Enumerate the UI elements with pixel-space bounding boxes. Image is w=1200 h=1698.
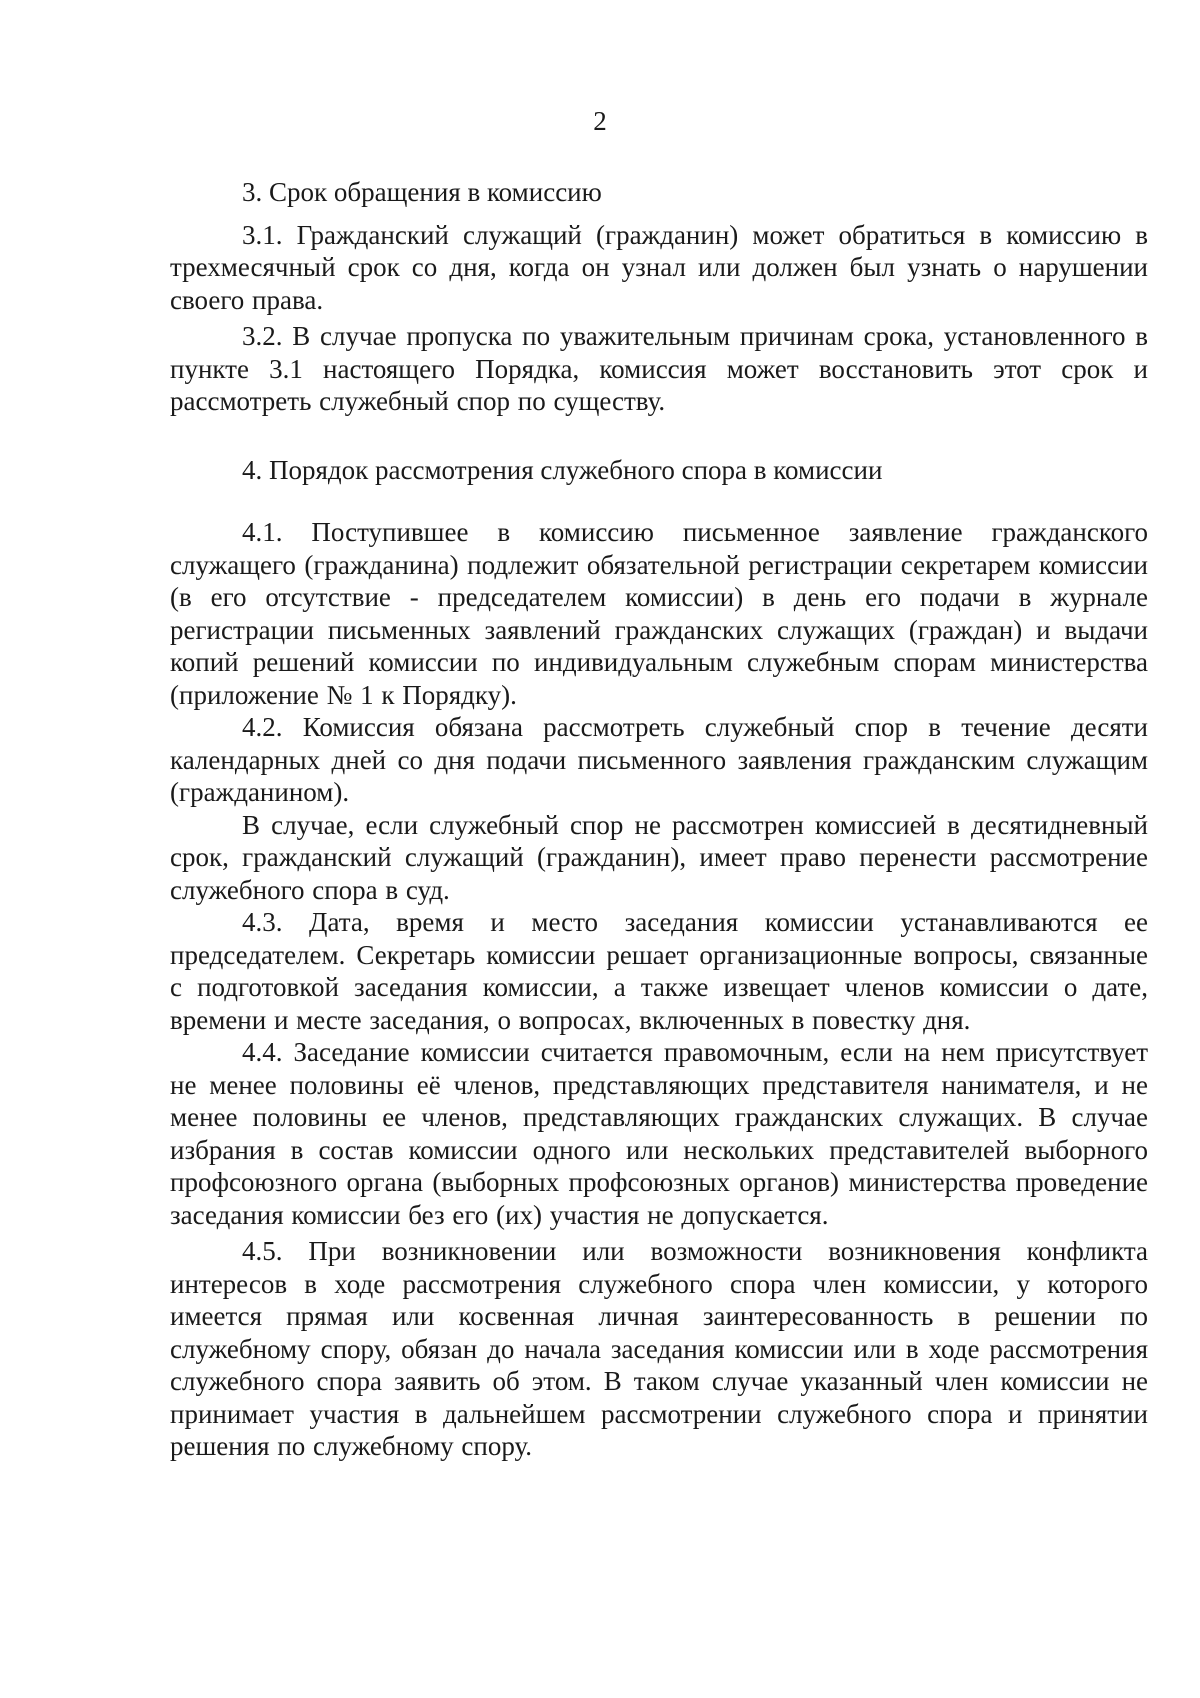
paragraph-3-1: 3.1. Гражданский служащий (гражданин) может обратиться в комиссию в трехмесячный срок со дня, когда он узнал или должен был узнать о нарушении своего права. xyxy=(170,219,1148,315)
page-number: 2 xyxy=(593,106,607,136)
paragraph-4-3: 4.3. Дата, время и место заседания комиссии устанавливаются ее председателем. Секретарь комиссии решает организационные вопросы, связанные с подготовкой заседания комиссии, а также извещает членов комиссии о дате, времени и месте заседания, о вопросах, включенных в повестку дня. xyxy=(170,907,1148,1035)
paragraph-4-4: 4.4. Заседание комиссии считается правомочным, если на нем присутствует не менее половины её членов, представляющих представителя нанимателя, и не менее половины ее членов, представляющих гражданских служащих. В случае избрания в состав комиссии одного или нескольких представителей выборного профсоюзного органа (выборных профсоюзных органов) министерства проведение заседания комиссии без его (их) участия не допускается. xyxy=(170,1037,1148,1230)
paragraph-4-5: 4.5. При возникновении или возможности возникновения конфликта интересов в ходе рассмотрения служебного спора член комиссии, у которого имеется прямая или косвенная личная заинтересованность в решении по служебному спору, обязан до начала заседания комиссии или в ходе рассмотрения служебного спора заявить об этом. В таком случае указанный член комиссии не принимает участия в дальнейшем рассмотрении служебного спора и принятии решения по служебному спору. xyxy=(170,1236,1148,1461)
section-3-heading: 3. Срок обращения в комиссию xyxy=(242,177,602,207)
document-body xyxy=(170,176,1148,1463)
paragraph-4-1: 4.1. Поступившее в комиссию письменное заявление гражданского служащего (гражданина) подлежит обязательной регистрации секретарем комиссии (в его отсутствие - председателем комиссии) в день его подачи в журнале регистрации письменных заявлений гражданских служащих (граждан) и выдачи копий решений комиссии по индивидуальным служебным спорам министерства (приложение № 1 к Порядку). xyxy=(170,517,1148,710)
paragraph-4-2: 4.2. Комиссия обязана рассмотреть служебный спор в течение десяти календарных дней со дня подачи письменного заявления гражданским служащим (гражданином). xyxy=(170,712,1148,807)
paragraph-4-2-continued: В случае, если служебный спор не рассмотрен комиссией в десятидневный срок, гражданский служащий (гражданин), имеет право перенести рассмотрение служебного спора в суд. xyxy=(170,809,1148,905)
section-4-heading: 4. Порядок рассмотрения служебного спора в комиссии xyxy=(242,454,883,485)
paragraph-3-2: 3.2. В случае пропуска по уважительным причинам срока, установленного в пункте 3.1 настоящего Порядка, комиссия может восстановить этот срок и рассмотреть служебный спор по существу. xyxy=(170,321,1148,416)
